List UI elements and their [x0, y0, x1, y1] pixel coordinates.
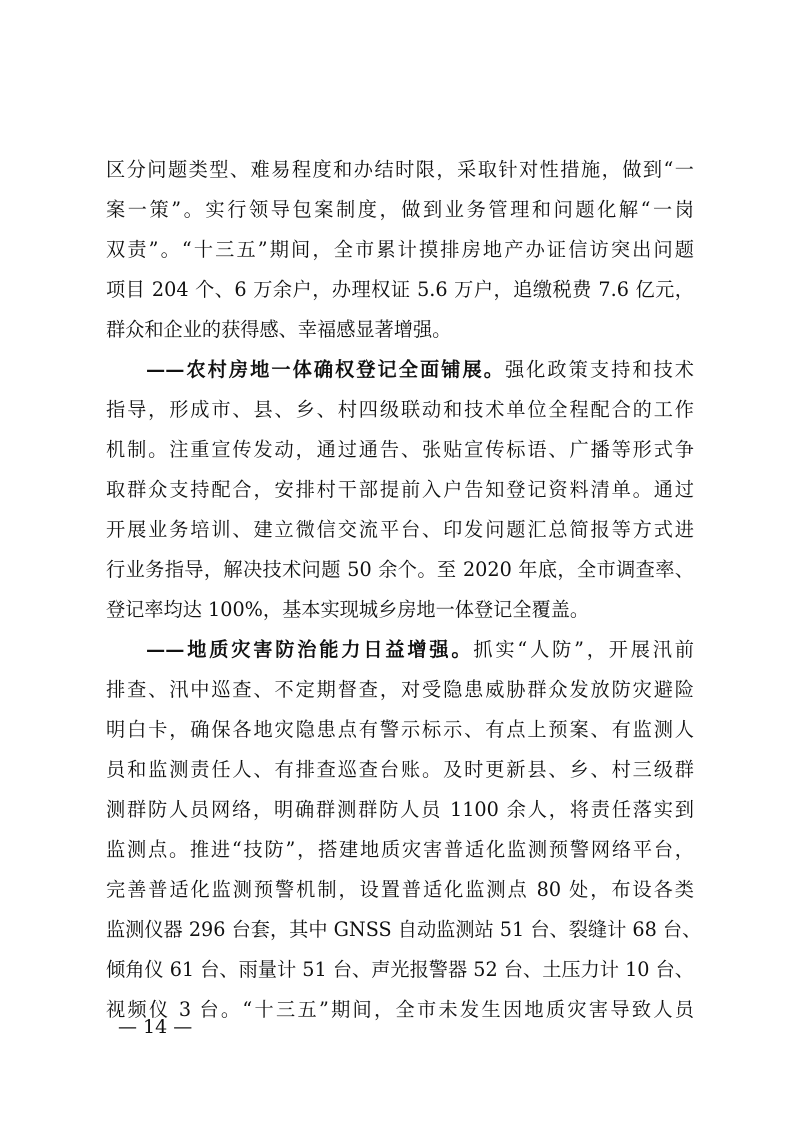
text-line: 机制。注重宣传发动，通过通告、张贴宣传标语、广播等形式争	[106, 438, 694, 461]
text-line: 登记率均达 100%，基本实现城乡房地一体登记全覆盖。	[106, 598, 590, 621]
text-line	[106, 630, 694, 670]
text-line: 区分问题类型、难易程度和办结时限，采取针对性措施，做到“一	[106, 158, 694, 181]
text-run: 强化政策支持和技术	[504, 358, 694, 381]
text-line: 案一策”。实行领导包案制度，做到业务管理和问题化解“一岗	[106, 198, 694, 221]
text-line	[106, 350, 694, 390]
body-text	[106, 150, 702, 1030]
text-line: 指导，形成市、县、乡、村四级联动和技术单位全程配合的工作	[106, 398, 694, 421]
text-line: 视频仪 3 台。“十三五”期间，全市未发生因地质灾害导致人员	[106, 998, 694, 1021]
text-run: 抓实“人防”，开展汛前	[473, 638, 694, 661]
text-line: 排查、汛中巡查、不定期督查，对受隐患威胁群众发放防灾避险	[106, 678, 694, 701]
section-heading: ——地质灾害防治能力日益增强。	[146, 638, 474, 661]
section-heading: ——农村房地一体确权登记全面铺展。	[146, 358, 505, 381]
text-line: 明白卡，确保各地灾隐患点有警示标示、有点上预案、有监测人	[106, 718, 694, 741]
text-line: 行业务指导，解决技术问题 50 余个。至 2020 年底，全市调查率、	[106, 558, 694, 581]
text-line: 双责”。“十三五”期间，全市累计摸排房地产办证信访突出问题	[106, 238, 694, 261]
text-line: 取群众支持配合，安排村干部提前入户告知登记资料清单。通过	[106, 478, 694, 501]
text-line: 倾角仪 61 台、雨量计 51 台、声光报警器 52 台、土压力计 10 台、	[106, 958, 694, 981]
text-line: 群众和企业的获得感、幸福感显著增强。	[106, 318, 452, 341]
text-line: 监测点。推进“技防”，搭建地质灾害普适化监测预警网络平台，	[106, 838, 694, 861]
text-line: 项目 204 个、6 万余户，办理权证 5.6 万户，追缴税费 7.6 亿元，	[106, 278, 694, 301]
text-line: 测群防人员网络，明确群测群防人员 1100 余人，将责任落实到	[106, 798, 694, 821]
page-number: — 14 —	[118, 1016, 193, 1038]
text-line: 监测仪器 296 台套，其中 GNSS 自动监测站 51 台、裂缝计 68 台、	[106, 918, 702, 941]
text-line: 完善普适化监测预警机制，设置普适化监测点 80 处，布设各类	[106, 878, 694, 901]
text-line: 员和监测责任人、有排查巡查台账。及时更新县、乡、村三级群	[106, 758, 694, 781]
text-line: 开展业务培训、建立微信交流平台、印发问题汇总简报等方式进	[106, 518, 694, 541]
